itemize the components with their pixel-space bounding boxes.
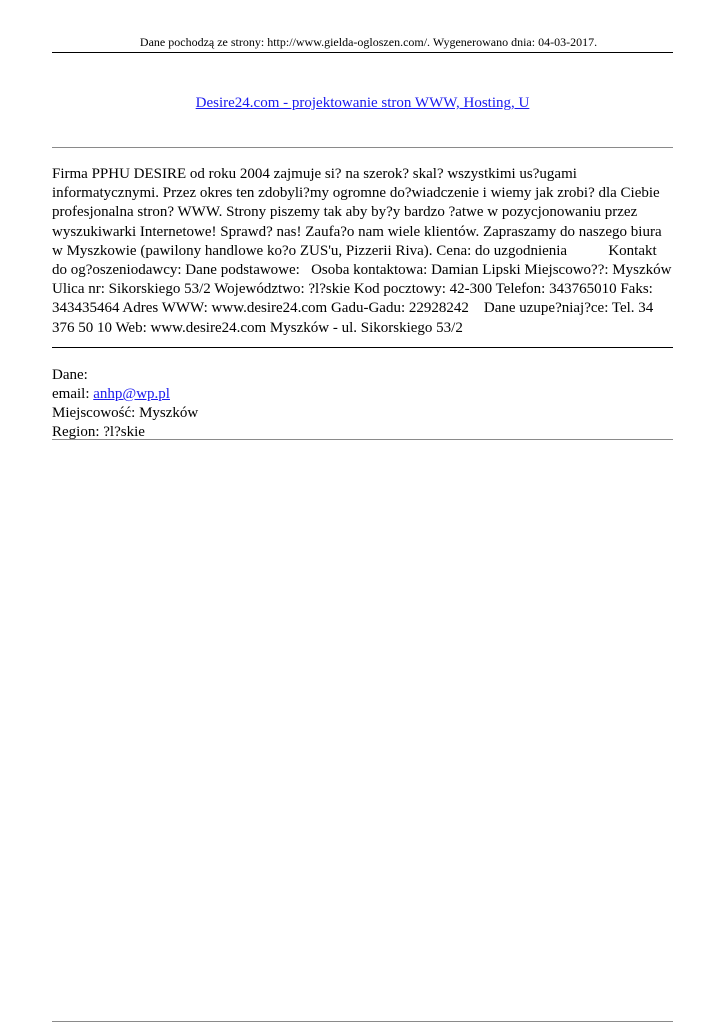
region-label: Region: [52,424,104,440]
ad-title-link[interactable]: Desire24.com - projektowanie stron WWW, Hosting, U [195,95,530,111]
contact-details [52,366,673,442]
city-row [52,404,673,423]
city-label: Miejscowość: [52,405,140,421]
email-label: email: [52,386,94,402]
details-divider [52,439,673,440]
region-value: ?l?skie [103,424,145,440]
details-heading: Dane: [52,367,88,383]
source-note: Dane pochodzą ze strony: http://www.gielda-ogloszen.com/. Wygenerowano dnia: 04-03-2017. [139,35,598,49]
ad-title [52,94,673,112]
description-divider [52,347,673,348]
email-row [52,385,673,404]
ad-description: Firma PPHU DESIRE od roku 2004 zajmuje si? na szerok? skal? wszystkimi us?ugami informatycznymi. Przez okres ten zdobyli?my ogromne do?wiadczenie i wiemy jak zrobi? dla Ciebie profesjonalna stron? WWW. Strony piszemy tak aby by?y bardzo ?atwe w pozycjonowaniu przez wyszukiwarki Internetowe! Sprawd? nas! Zaufa?o nam wiele klientów. Zapraszamy do naszego biura w Myszkowie (pawilony handlowe ko?o ZUS'u, Pizzerii Riva). Cena: do uzgodnienia Kontakt do og?oszeniodawcy: Dane podstawowe: Osoba kontaktowa: Damian Lipski Miejscowo??: Myszków Ulica nr: Sikorskiego 53/2 Województwo: ?l?skie Kod pocztowy: 42-300 Telefon: 343765010 Faks: 343435464 Adres WWW: www.desire24.com Gadu-Gadu: 22928242 Dane uzupe?niaj?ce: Tel. 34 376 50 10 Web: www.desire24.com Myszków - ul. Sikorskiego 53/2 [52,166,672,336]
footer-divider [52,1021,673,1022]
title-divider [52,147,673,148]
header-divider [52,52,673,53]
city-value: Myszków [139,405,199,421]
email-link[interactable]: anhp@wp.pl [93,386,170,402]
